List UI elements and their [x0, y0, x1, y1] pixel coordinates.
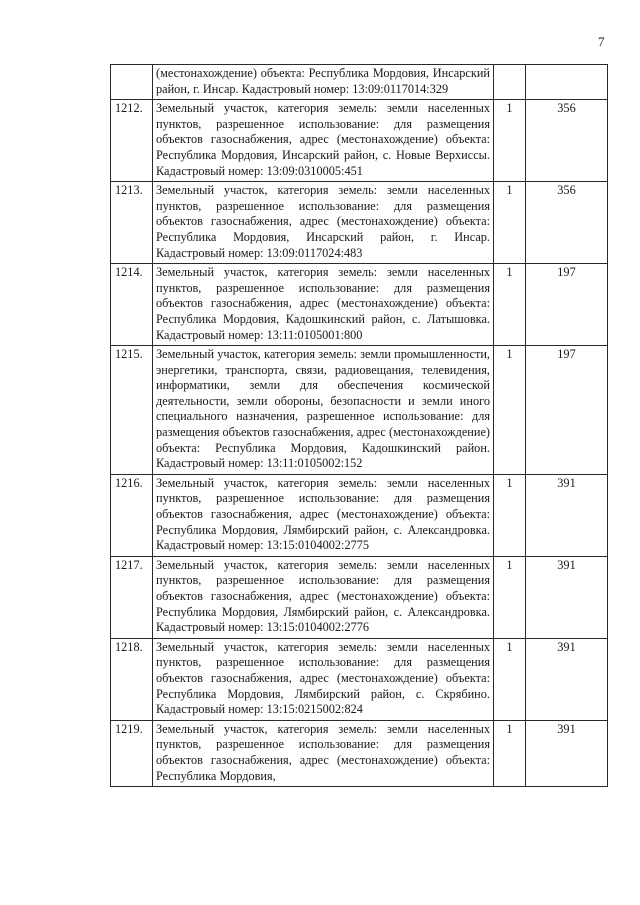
row-quantity: 1 — [494, 100, 526, 182]
row-number: 1219. — [111, 720, 153, 786]
row-number: 1213. — [111, 182, 153, 264]
row-number: 1212. — [111, 100, 153, 182]
row-number: 1214. — [111, 264, 153, 346]
row-description: Земельный участок, категория земель: земли населенных пунктов, разрешенное использование: для размещения объектов газоснабжения, адрес (местонахождение) объекта: Республика Мордовия, — [153, 720, 494, 786]
property-table — [110, 64, 608, 787]
table-row — [111, 100, 608, 182]
row-area: 197 — [526, 264, 608, 346]
row-quantity: 1 — [494, 556, 526, 638]
table-row — [111, 264, 608, 346]
row-number: 1216. — [111, 474, 153, 556]
row-area — [526, 65, 608, 100]
row-area: 391 — [526, 474, 608, 556]
row-description: Земельный участок, категория земель: земли населенных пунктов, разрешенное использование: для размещения объектов газоснабжения, адрес (местонахождение) объекта: Республика Мордовия, Кадошкинский район, с. Латышовка. Кадастровый номер: 13:11:0105001:800 — [153, 264, 494, 346]
row-quantity: 1 — [494, 264, 526, 346]
row-description: (местонахождение) объекта: Республика Мордовия, Инсарский район, г. Инсар. Кадастровый номер: 13:09:0117014:329 — [153, 65, 494, 100]
row-area: 391 — [526, 556, 608, 638]
table-row — [111, 474, 608, 556]
row-description: Земельный участок, категория земель: земли населенных пунктов, разрешенное использование: для размещения объектов газоснабжения, адрес (местонахождение) объекта: Республика Мордовия, Лямбирский район, с. Скрябино. Кадастровый номер: 13:15:0215002:824 — [153, 638, 494, 720]
row-quantity: 1 — [494, 182, 526, 264]
row-description: Земельный участок, категория земель: земли населенных пунктов, разрешенное использование: для размещения объектов газоснабжения, адрес (местонахождение) объекта: Республика Мордовия, Инсарский район, с. Новые Верхиссы. Кадастровый номер: 13:09:0310005:451 — [153, 100, 494, 182]
row-area: 356 — [526, 182, 608, 264]
row-quantity: 1 — [494, 474, 526, 556]
page-number: 7 — [598, 34, 605, 49]
table-row — [111, 720, 608, 786]
row-number: 1217. — [111, 556, 153, 638]
row-quantity: 1 — [494, 720, 526, 786]
table-row — [111, 638, 608, 720]
row-description: Земельный участок, категория земель: земли промышленности, энергетики, транспорта, связи, радиовещания, телевидения, информатики, земли для обеспечения космической деятельности, земли обороны, безопасности и земли иного специального назначения, разрешенное использование: для размещения объектов газоснабжения, адрес (местонахождение) объекта: Республика Мордовия, Кадошкинский район. Кадастровый номер: 13:11:0105002:152 — [153, 346, 494, 475]
row-quantity: 1 — [494, 346, 526, 475]
table-row — [111, 346, 608, 475]
row-quantity: 1 — [494, 638, 526, 720]
row-description: Земельный участок, категория земель: земли населенных пунктов, разрешенное использование: для размещения объектов газоснабжения, адрес (местонахождение) объекта: Республика Мордовия, Лямбирский район, с. Александровка. Кадастровый номер: 13:15:0104002:2775 — [153, 474, 494, 556]
row-area: 391 — [526, 638, 608, 720]
table-row — [111, 65, 608, 100]
table-row — [111, 182, 608, 264]
row-description: Земельный участок, категория земель: земли населенных пунктов, разрешенное использование: для размещения объектов газоснабжения, адрес (местонахождение) объекта: Республика Мордовия, Инсарский район, г. Инсар. Кадастровый номер: 13:09:0117024:483 — [153, 182, 494, 264]
row-description: Земельный участок, категория земель: земли населенных пунктов, разрешенное использование: для размещения объектов газоснабжения, адрес (местонахождение) объекта: Республика Мордовия, Лямбирский район, с. Александровка. Кадастровый номер: 13:15:0104002:2776 — [153, 556, 494, 638]
row-area: 197 — [526, 346, 608, 475]
row-number: 1215. — [111, 346, 153, 475]
row-area: 391 — [526, 720, 608, 786]
row-area: 356 — [526, 100, 608, 182]
row-quantity — [494, 65, 526, 100]
table-row — [111, 556, 608, 638]
row-number: 1218. — [111, 638, 153, 720]
row-number — [111, 65, 153, 100]
